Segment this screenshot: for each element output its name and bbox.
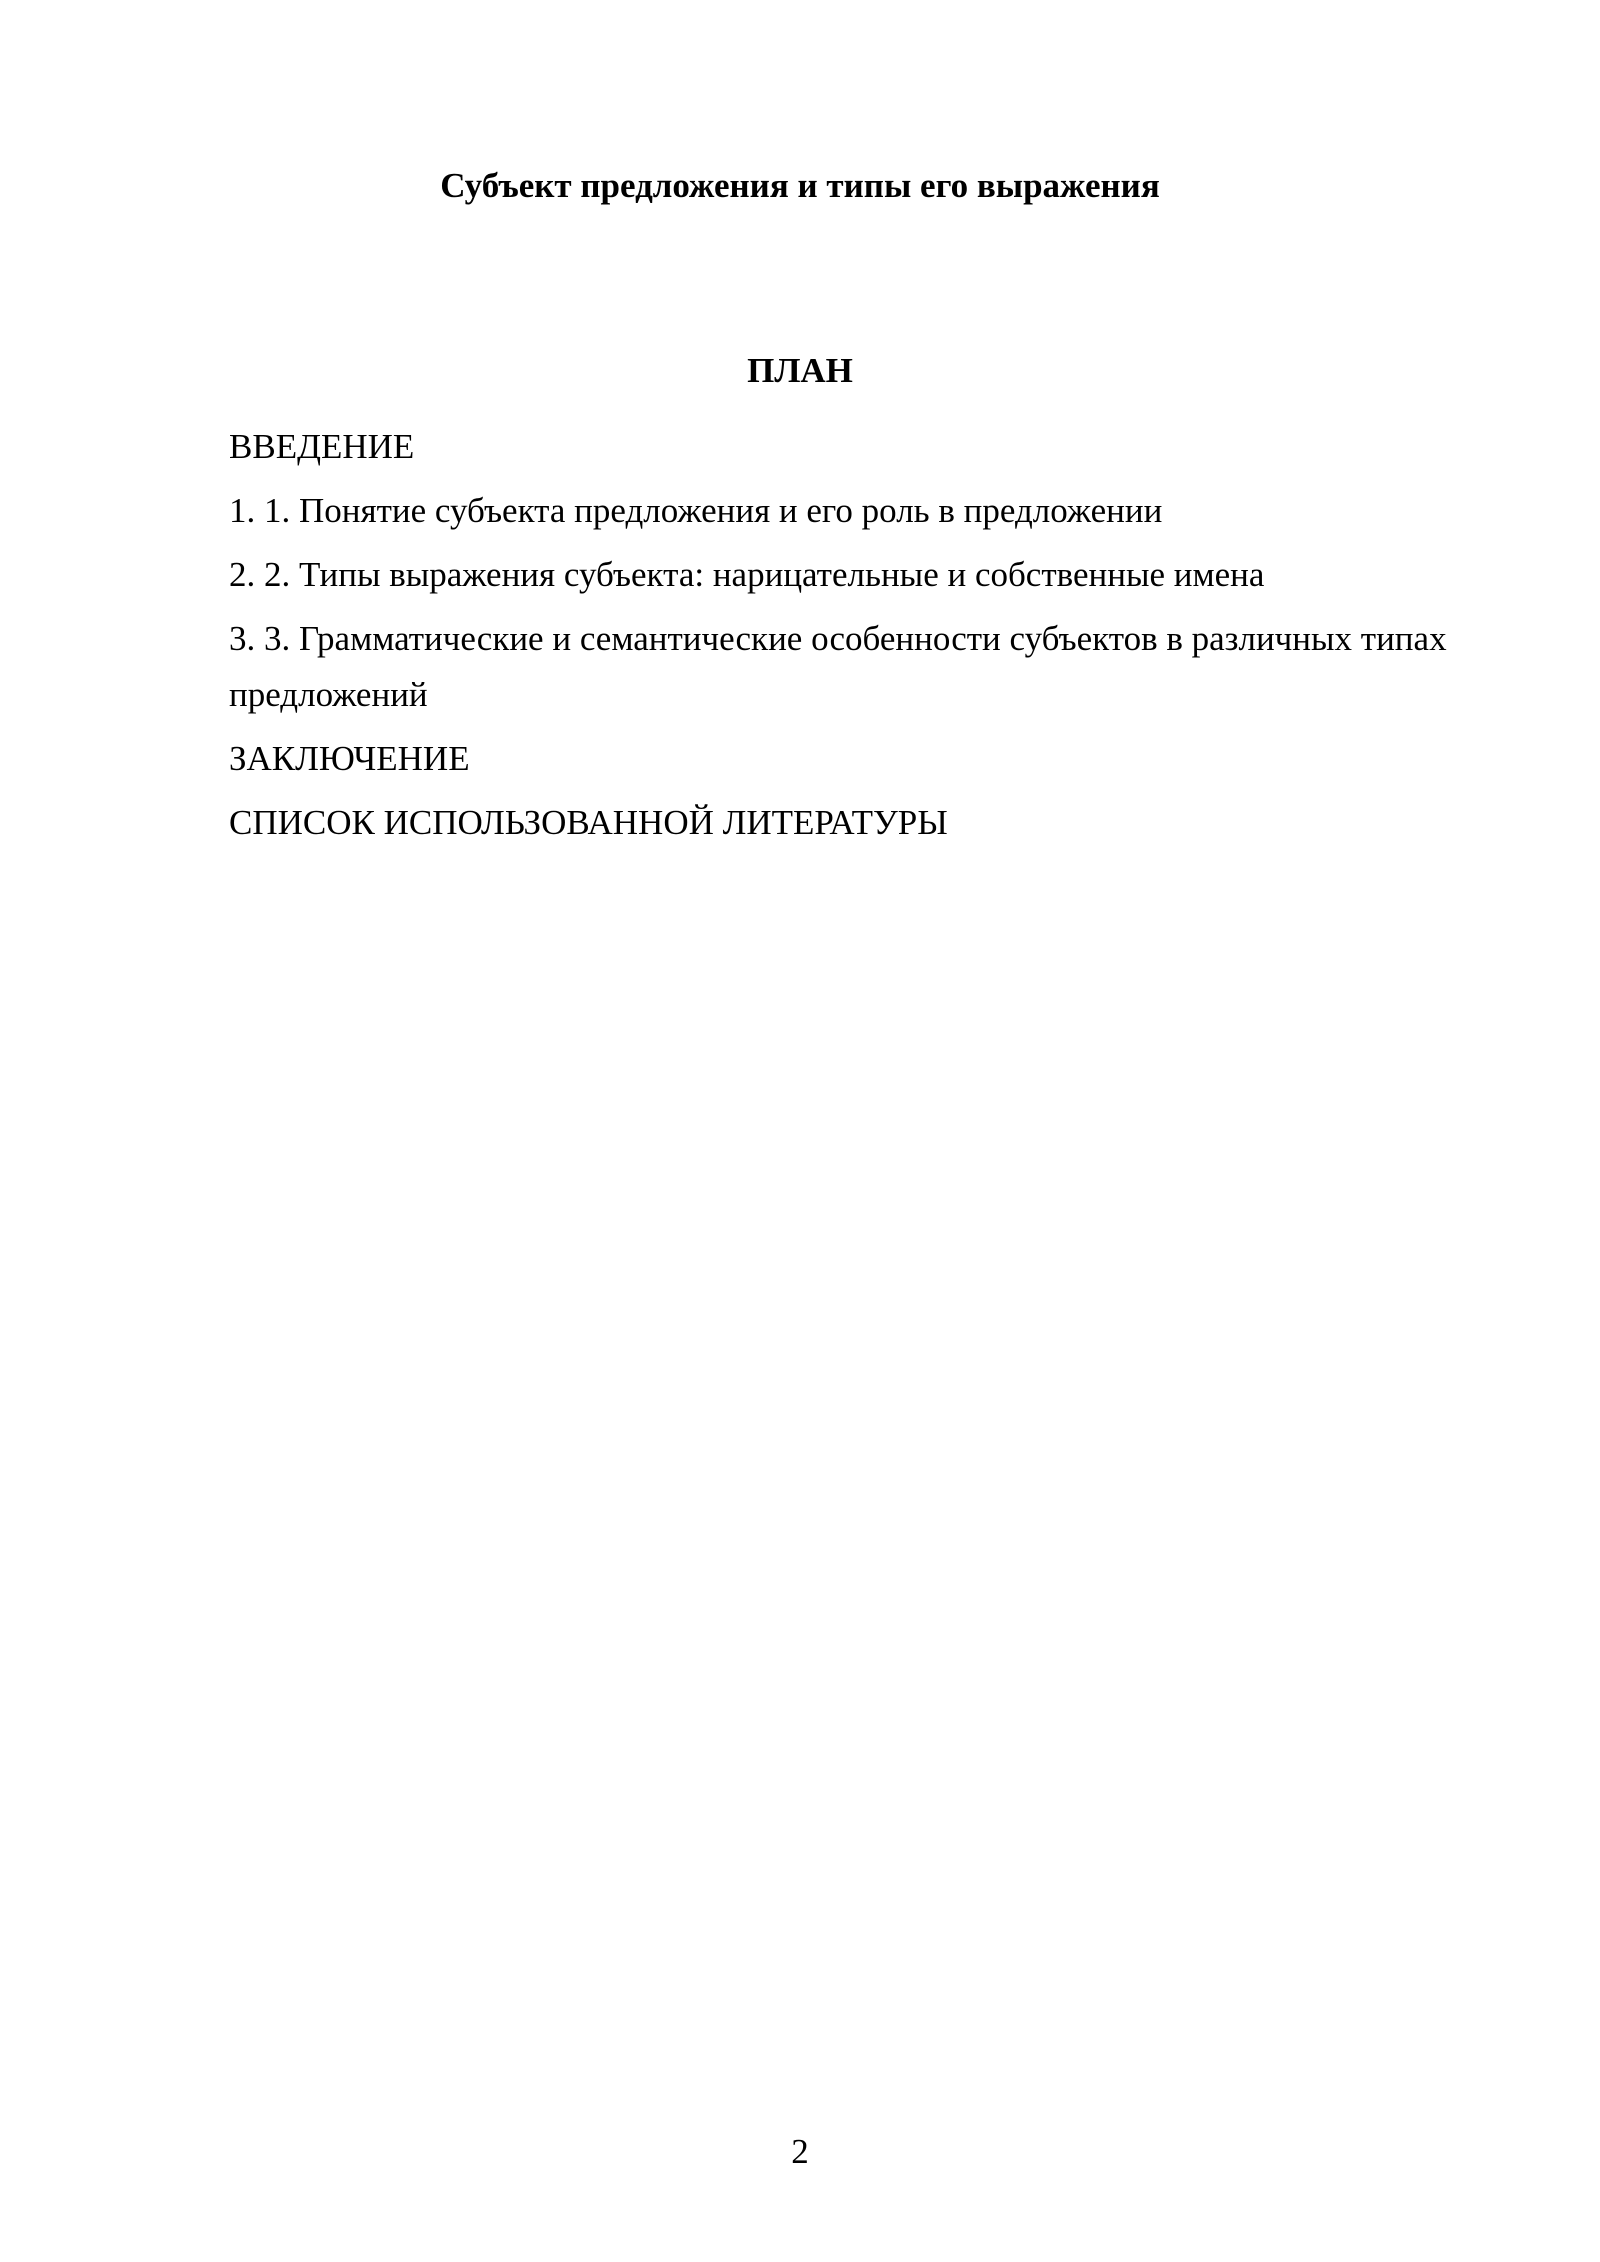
document-title: Субъект предложения и типы его выражения bbox=[440, 166, 1160, 205]
table-of-contents bbox=[229, 419, 1451, 859]
toc-item-conclusion: ЗАКЛЮЧЕНИЕ bbox=[229, 739, 470, 778]
toc-item-introduction: ВВЕДЕНИЕ bbox=[229, 427, 415, 466]
toc-item-chapter-1: 1. 1. Понятие субъекта предложения и его роль в предложении bbox=[229, 491, 1163, 530]
page-number: 2 bbox=[791, 2132, 809, 2171]
toc-item-chapter-3: 3. 3. Грамматические и семантические особенности субъектов в различных типах предложений bbox=[229, 619, 1447, 714]
toc-item-references: СПИСОК ИСПОЛЬЗОВАННОЙ ЛИТЕРАТУРЫ bbox=[229, 803, 948, 842]
toc-item-chapter-2: 2. 2. Типы выражения субъекта: нарицательные и собственные имена bbox=[229, 555, 1265, 594]
plan-heading: ПЛАН bbox=[747, 351, 853, 390]
